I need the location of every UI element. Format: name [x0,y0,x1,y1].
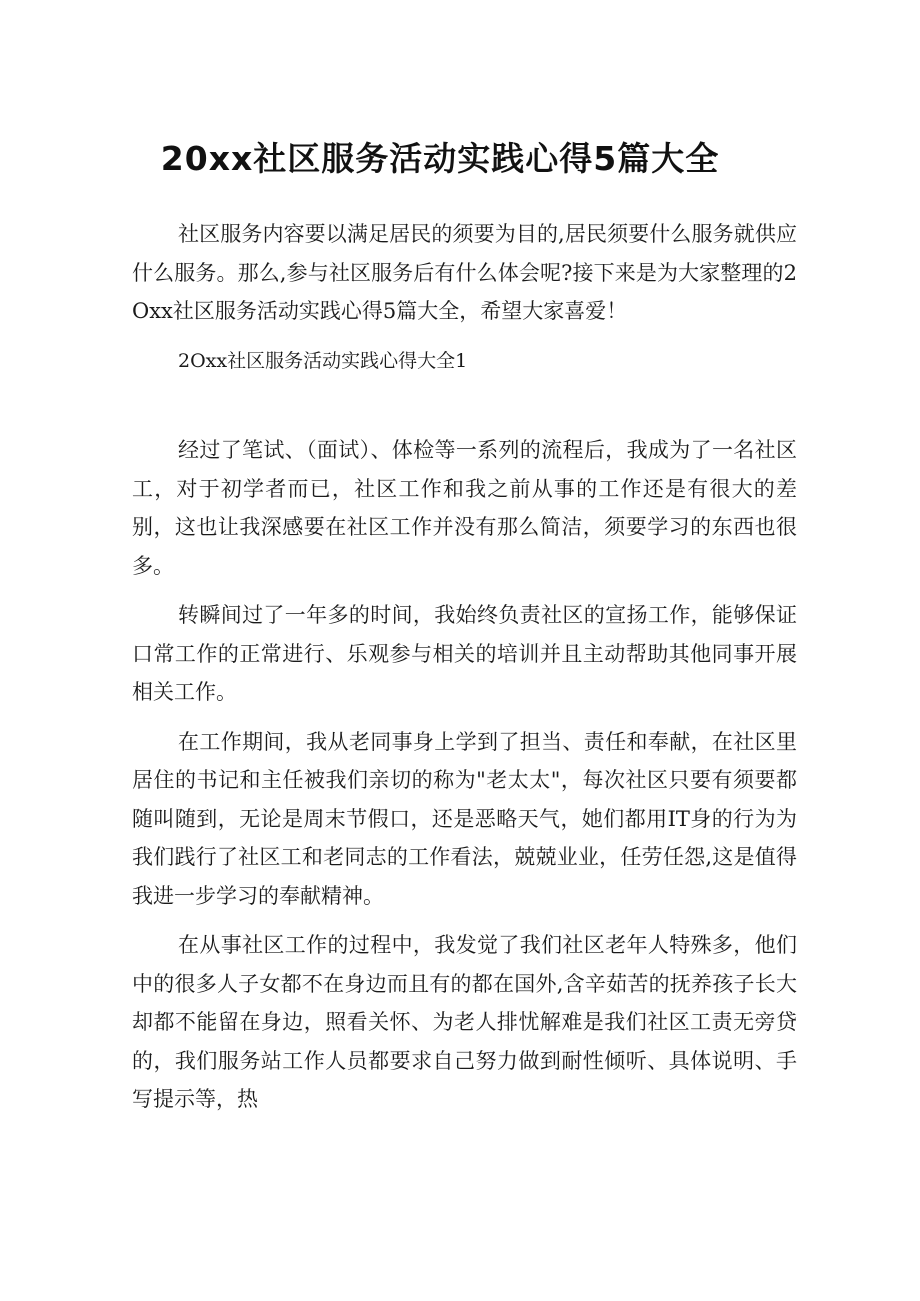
intro-paragraph: 社区服务内容要以满足居民的须要为目的,居民须要什么服务就供应什么服务。那么,参与社区服务后有什么体会呢?接下来是为大家整理的2Oxx社区服务活动实践心得5篇大全，希望大家喜爱！ [132,222,797,323]
section-heading: 2Oxx社区服务活动实践心得大全1 [178,349,468,372]
body-paragraph-2: 转瞬间过了一年多的时间，我始终负责社区的宣扬工作，能够保证口常工作的正常进行、乐观参与相关的培训并且主动帮助其他同事开展相关工作。 [132,603,797,704]
body-paragraph-1: 经过了笔试、（面试）、体检等一系列的流程后，我成为了一名社区工，对于初学者而已，社区工作和我之前从事的工作还是有很大的差别，这也让我深感要在社区工作并没有那么简洁，须要学习的东西也很多。 [132,438,797,578]
document-body [132,215,797,1119]
document-title: 20xx社区服务活动实践心得5篇大全 [160,139,720,178]
body-paragraph-3: 在工作期间，我从老同事身上学到了担当、责任和奉献，在社区里居住的书记和主任被我们亲切的称为"老太太"，每次社区只要有须要都随叫随到，无论是周末节假口，还是恶略天气，她们都用IT身的行为为我们践行了社区工和老同志的工作看法，兢兢业业，任劳任怨,这是值得我进一步学习的奉献精神。 [132,729,797,908]
body-paragraph-4: 在从事社区工作的过程中，我发觉了我们社区老年人特殊多，他们中的很多人子女都不在身边而且有的都在国外,含辛茹苦的抚养孩子长大却都不能留在身边，照看关怀、为老人排忧解难是我们社区工责无旁贷的，我们服务站工作人员都要求自己努力做到耐性倾听、具体说明、手写提示等，热 [132,933,797,1111]
